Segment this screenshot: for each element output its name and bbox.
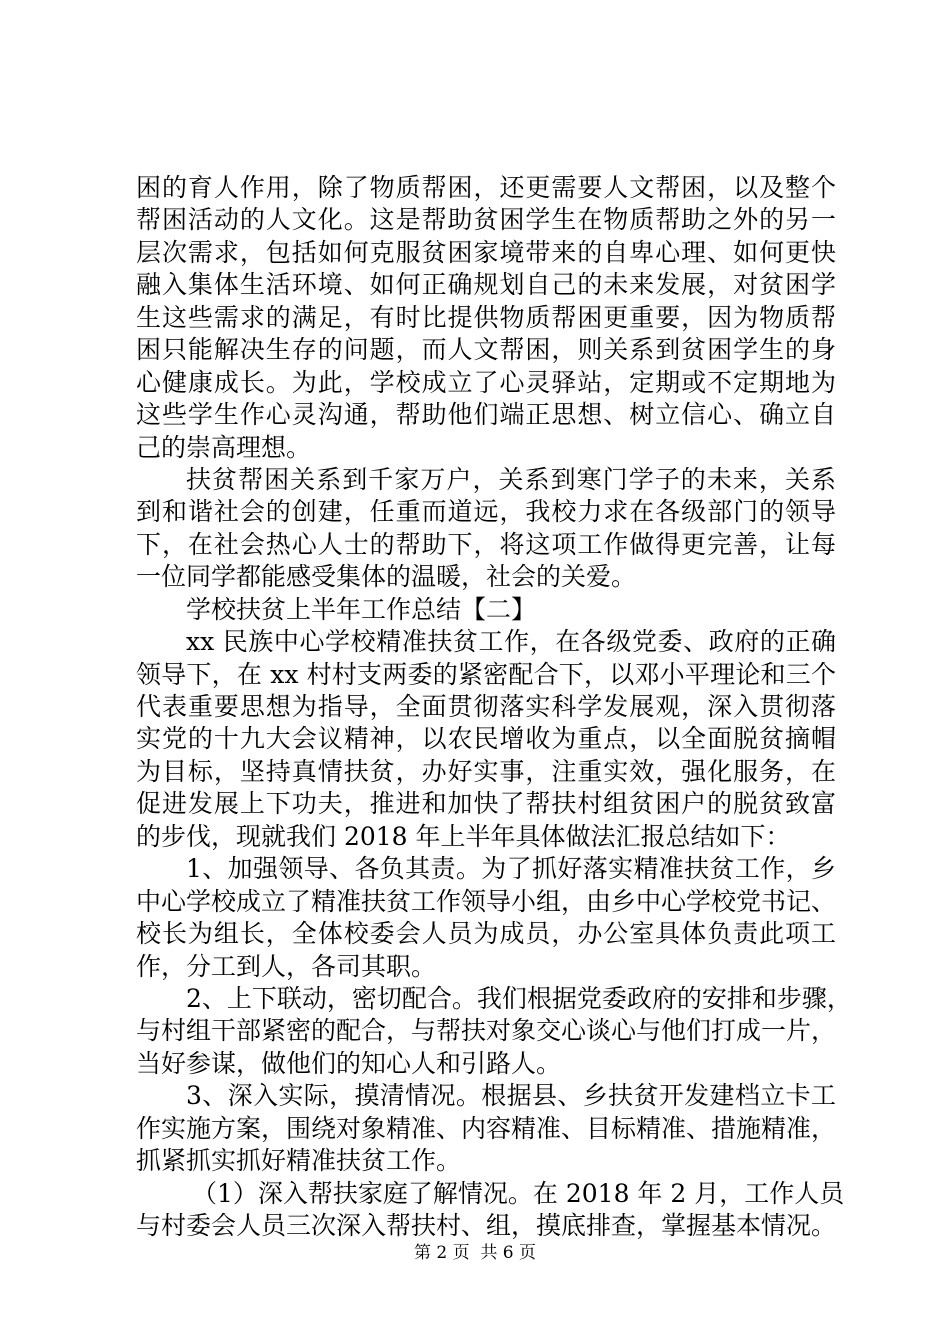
text-line: 1、加强领导、各负其责。为了抓好落实精准扶贫工作，乡 <box>186 854 836 884</box>
text-line: xx 民族中心学校精准扶贫工作，在各级党委、政府的正确 <box>186 627 836 657</box>
text-line: 作，分工到人，各司其职。 <box>136 951 437 981</box>
text-line: 校长为组长，全体校委会人员为成员，办公室具体负责此项工 <box>136 919 836 949</box>
document-body <box>136 172 852 1242</box>
text-line: 到和谐社会的创建，任重而道远，我校力求在各级部门的领导 <box>136 497 836 527</box>
text-line: 困的育人作用，除了物质帮困，还更需要人文帮困，以及整个 <box>136 173 836 202</box>
text-line: 代表重要思想为指导，全面贯彻落实科学发展观，深入贯彻落 <box>136 692 836 721</box>
text-line: 当好参谋，做他们的知心人和引路人。 <box>136 1048 562 1078</box>
text-line: 抓紧抓实抓好精准扶贫工作。 <box>136 1146 462 1176</box>
text-line: 学校扶贫上半年工作总结【二】 <box>186 594 537 624</box>
text-line: 困只能解决生存的问题，而人文帮困，则关系到贫困学生的身 <box>136 335 836 365</box>
text-line: 己的崇高理想。 <box>136 432 312 462</box>
text-line: 作实施方案，围绕对象精准、内容精准、目标精准、措施精准， <box>136 1113 837 1143</box>
page-footer: 第 2 页 共 6 页 <box>413 1243 537 1263</box>
text-line: 为目标，坚持真情扶贫，办好实事，注重实效，强化服务，在 <box>136 756 836 786</box>
text-line: 这些学生作心灵沟通，帮助他们端正思想、树立信心、确立自 <box>136 400 836 430</box>
text-line: 2、上下联动，密切配合。我们根据党委政府的安排和步骤， <box>186 983 852 1013</box>
text-line: 帮困活动的人文化。这是帮助贫困学生在物质帮助之外的另一 <box>136 205 836 235</box>
text-line: （1）深入帮扶家庭了解情况。在 2018 年 2 月，工作人员 <box>192 1178 845 1208</box>
text-line: 与村委会人员三次深入帮扶村、组，摸底排查，掌握基本情况。 <box>136 1211 837 1240</box>
text-line: 层次需求，包括如何克服贫困家境带来的自卑心理、如何更快 <box>136 237 836 267</box>
text-line: 促进发展上下功夫，推进和加快了帮扶村组贫困户的脱贫致富 <box>136 789 836 819</box>
text-line: 心健康成长。为此，学校成立了心灵驿站，定期或不定期地为 <box>136 367 836 397</box>
text-line: 与村组干部紧密的配合，与帮扶对象交心谈心与他们打成一片， <box>136 1016 837 1046</box>
text-line: 下，在社会热心人士的帮助下，将这项工作做得更完善，让每 <box>136 529 836 559</box>
text-line: 领导下，在 xx 村村支两委的紧密配合下，以邓小平理论和三个 <box>136 659 836 689</box>
text-line: 的步伐，现就我们 2018 年上半年具体做法汇报总结如下： <box>136 821 791 851</box>
text-line: 融入集体生活环境、如何正确规划自己的未来发展，对贫困学 <box>136 270 836 300</box>
text-line: 3、深入实际，摸清情况。根据县、乡扶贫开发建档立卡工 <box>186 1081 836 1111</box>
text-line: 生这些需求的满足，有时比提供物质帮困更重要，因为物质帮 <box>136 302 836 332</box>
text-line: 一位同学都能感受集体的温暖，社会的关爱。 <box>136 562 637 592</box>
text-line: 扶贫帮困关系到千家万户，关系到寒门学子的未来，关系 <box>186 464 836 494</box>
text-line: 中心学校成立了精准扶贫工作领导小组，由乡中心学校党书记、 <box>136 886 837 916</box>
text-line: 实党的十九大会议精神，以农民增收为重点，以全面脱贫摘帽 <box>136 724 836 754</box>
